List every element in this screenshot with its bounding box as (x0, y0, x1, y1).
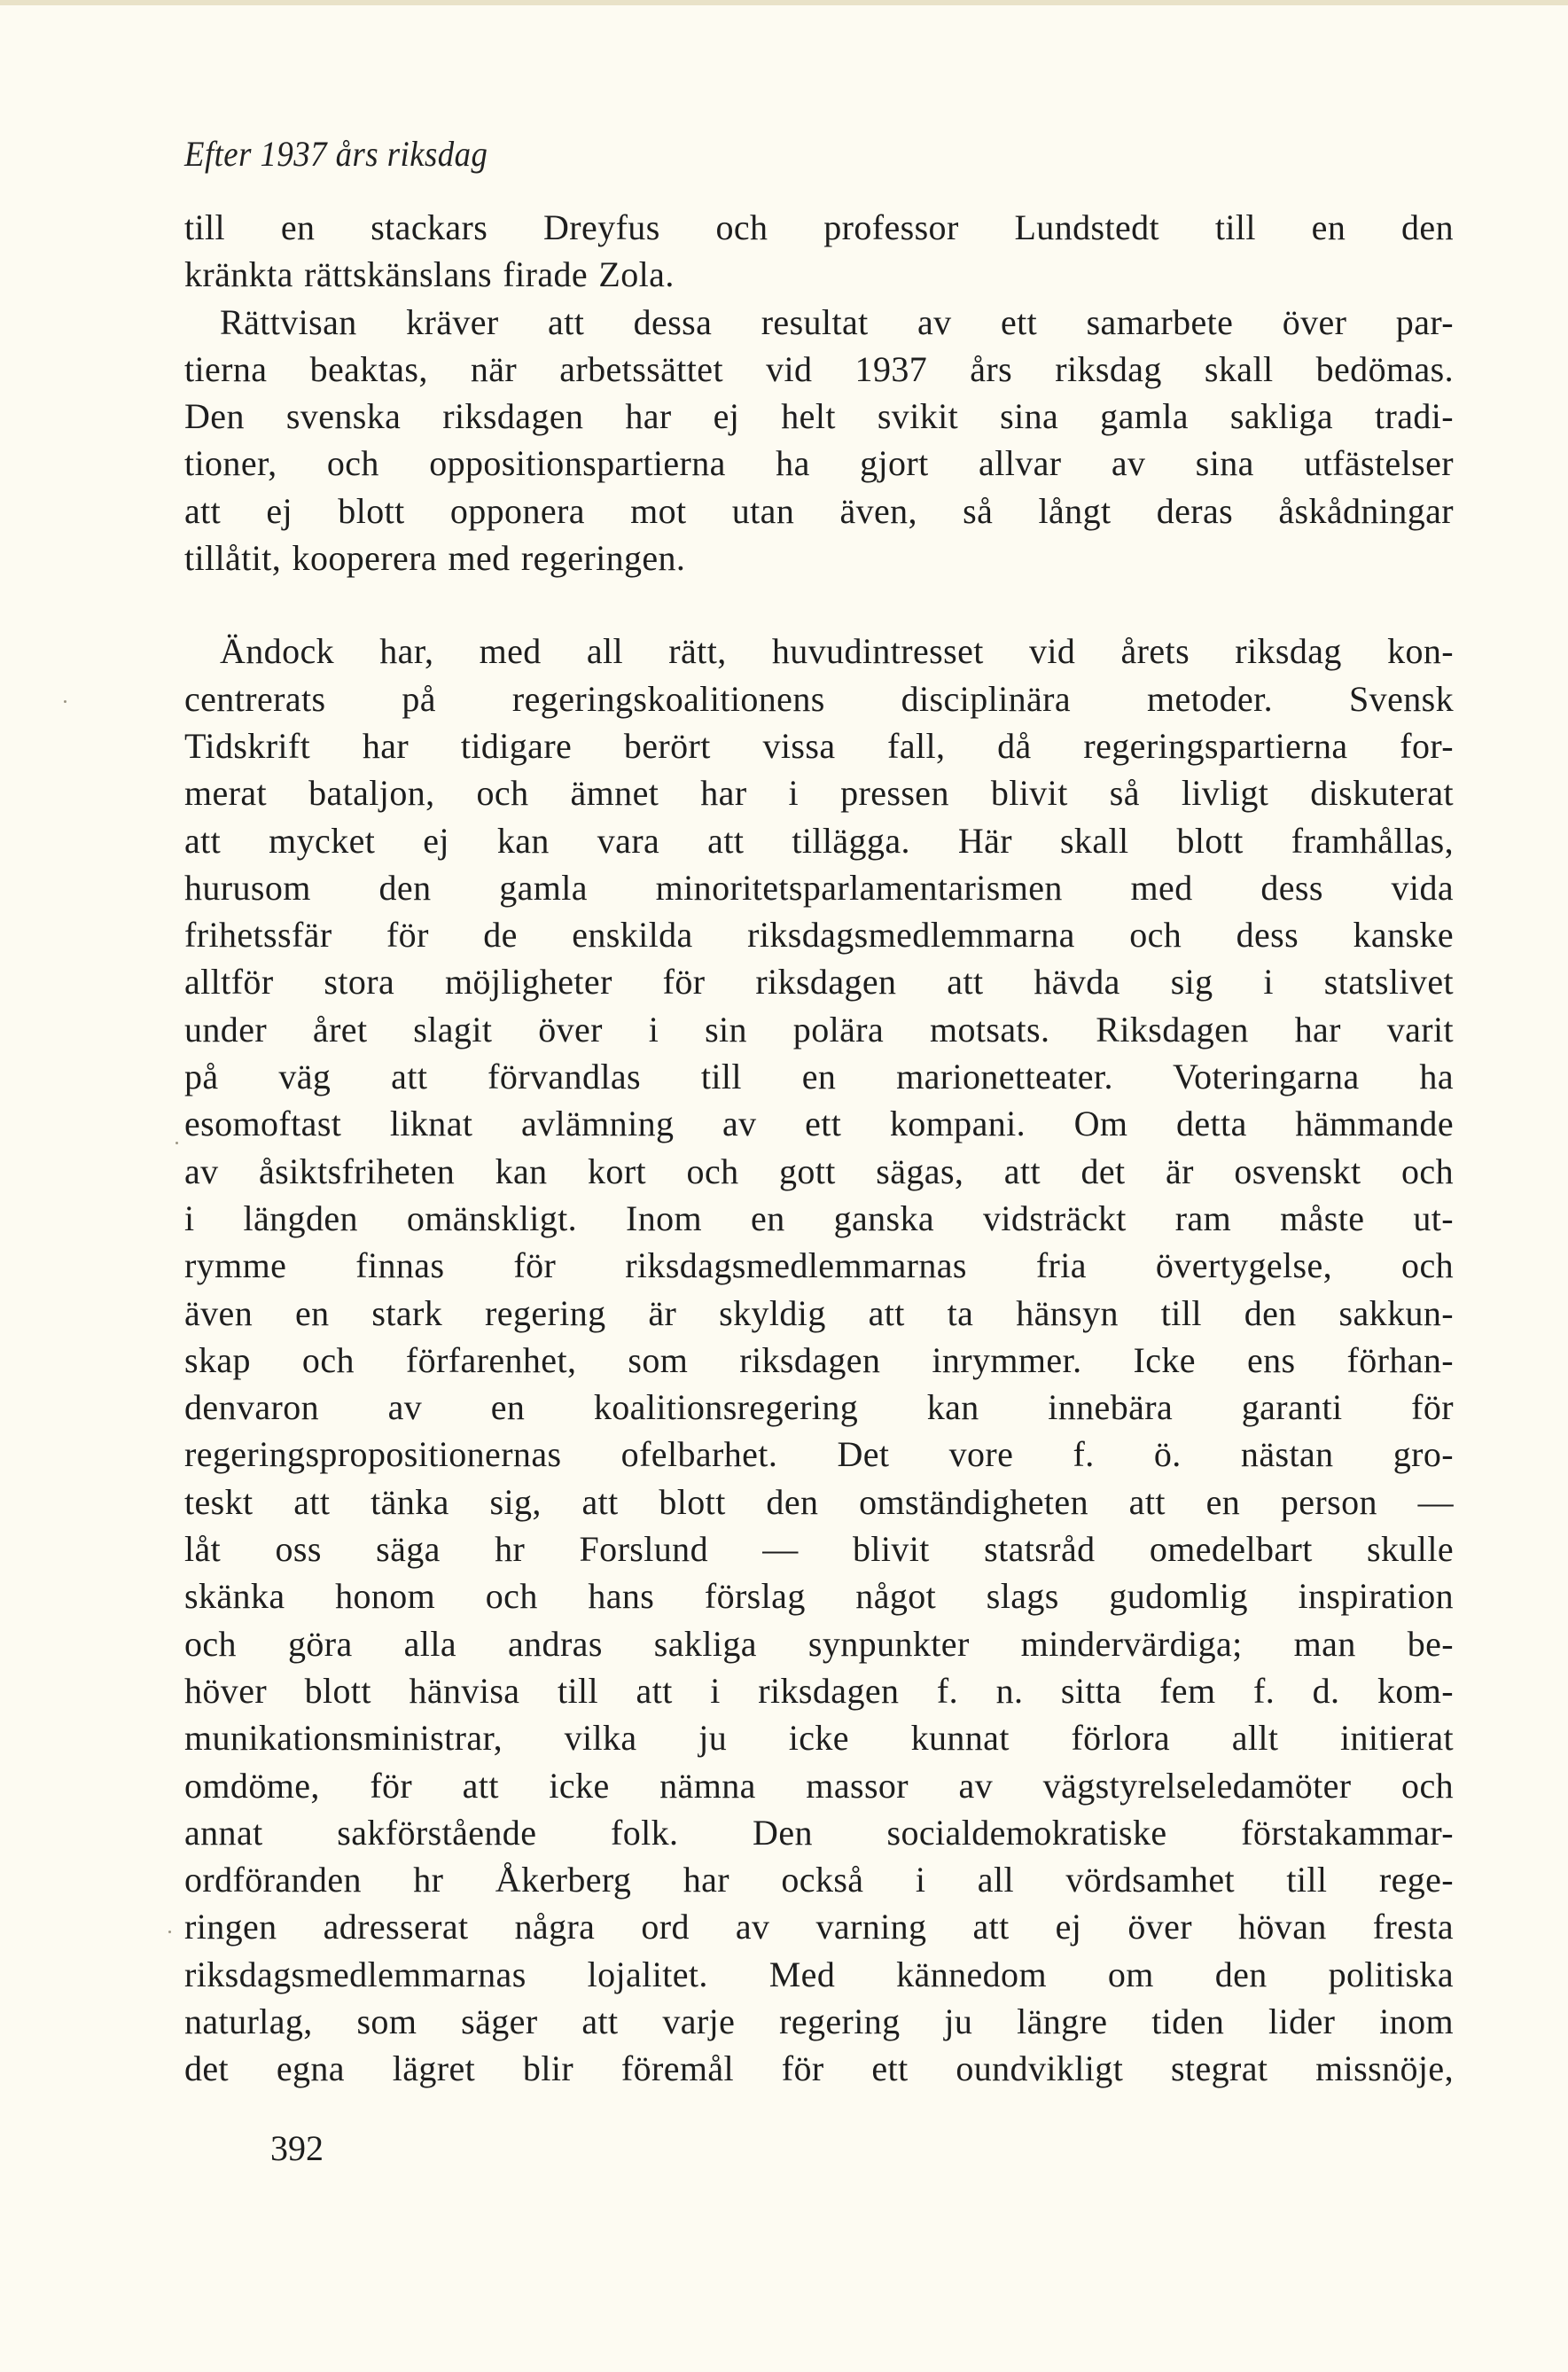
text-line: naturlag, som säger att varje regering ju längre tiden lider inom (184, 2001, 1454, 2041)
paragraph-gap (184, 581, 1454, 628)
text-line: frihetssfär för de enskilda riksdagsmedlemmarna och dess kanske (184, 915, 1454, 956)
text-line: centrerats på regeringskoalitionens disciplinära metoder. Svensk (184, 678, 1454, 719)
text-line: riksdagsmedlemmarnas lojalitet. Med kännedom om den politiska (184, 1954, 1454, 1994)
text-line: Rättvisan kräver att dessa resultat av ett samarbete över par- (220, 301, 1454, 342)
scan-speck (168, 1931, 171, 1933)
text-line: höver blott hänvisa till att i riksdagen f. n. sitta fem f. d. kom- (184, 1670, 1454, 1711)
text-line: på väg att förvandlas till en marionetteater. Voteringarna ha (184, 1057, 1454, 1097)
text-line: esomoftast liknat avlämning av ett kompani. Om detta hämmande (184, 1104, 1454, 1144)
page-number: 392 (270, 2128, 324, 2168)
text-line: Den svenska riksdagen har ej helt svikit sina gamla sakliga tradi- (184, 396, 1454, 437)
text-line: att mycket ej kan vara att tillägga. Här skall blott framhållas, (184, 820, 1454, 861)
text-line: Tidskrift har tidigare berört vissa fall, då regeringspartierna for- (184, 725, 1454, 766)
text-line: omdöme, för att icke nämna massor av vägstyrelseledamöter och (184, 1765, 1454, 1806)
text-line: alltför stora möjligheter för riksdagen att hävda sig i statslivet (184, 962, 1454, 1003)
text-line: Ändock har, med all rätt, huvudintresset vid årets riksdag kon- (220, 631, 1454, 672)
text-line: och göra alla andras sakliga synpunkter mindervärdiga; man be- (184, 1623, 1454, 1664)
text-line: ringen adresserat några ord av varning att ej över hövan fresta (184, 1907, 1454, 1947)
scan-speck (64, 700, 66, 703)
text-line: merat bataljon, och ämnet har i pressen blivit så livligt diskuterat (184, 773, 1454, 814)
text-line: ordföranden hr Åkerberg har också i all vördsamhet till rege- (184, 1860, 1454, 1900)
text-line: skänka honom och hans förslag något slags gudomlig inspiration (184, 1576, 1454, 1617)
text-line: annat sakförstående folk. Den socialdemokratiske förstakammar- (184, 1812, 1454, 1853)
text-line: skap och förfarenhet, som riksdagen inrymmer. Icke ens förhan- (184, 1339, 1454, 1380)
paragraph (184, 204, 1454, 299)
text-line: rymme finnas för riksdagsmedlemmarnas fria övertygelse, och (184, 1245, 1454, 1286)
text-line: till en stackars Dreyfus och professor Lundstedt till en den (184, 207, 1454, 247)
text-line: under året slagit över i sin polära motsats. Riksdagen har varit (184, 1009, 1454, 1049)
scan-speck (176, 1142, 178, 1144)
text-line: regeringspropositionernas ofelbarhet. Det vore f. ö. nästan gro- (184, 1434, 1454, 1475)
text-line: att ej blott opponera mot utan även, så långt deras åskådningar (184, 490, 1454, 531)
paragraph (184, 299, 1454, 582)
text-line: av åsiktsfriheten kan kort och gott sägas, att det är osvenskt och (184, 1151, 1454, 1191)
text-line: tillåtit, kooperera med regeringen. (184, 538, 686, 579)
text-line: munikationsministrar, vilka ju icke kunnat förlora allt initierat (184, 1718, 1454, 1759)
text-line: tioner, och oppositionspartierna ha gjort allvar av sina utfästelser (184, 443, 1454, 484)
text-line: kränkta rättskänslans firade Zola. (184, 254, 675, 295)
body-text (184, 204, 1454, 2093)
text-line: tierna beaktas, när arbetssättet vid 1937 års riksdag skall bedömas. (184, 348, 1454, 389)
text-line: teskt att tänka sig, att blott den omständigheten att en person — (184, 1481, 1454, 1522)
text-line: hurusom den gamla minoritetsparlamentarismen med dess vida (184, 867, 1454, 908)
running-header: Efter 1937 års riksdag (184, 134, 488, 174)
text-line: låt oss säga hr Forslund — blivit statsråd omedelbart skulle (184, 1529, 1454, 1570)
text-line: denvaron av en koalitionsregering kan innebära garanti för (184, 1387, 1454, 1428)
text-line: även en stark regering är skyldig att ta hänsyn till den sakkun- (184, 1292, 1454, 1333)
text-line: det egna lägret blir föremål för ett oundvikligt stegrat missnöje, (184, 2048, 1454, 2089)
paragraph (184, 628, 1454, 2092)
text-line: i längden omänskligt. Inom en ganska vidsträckt ram måste ut- (184, 1198, 1454, 1238)
page-top-edge (0, 0, 1568, 5)
